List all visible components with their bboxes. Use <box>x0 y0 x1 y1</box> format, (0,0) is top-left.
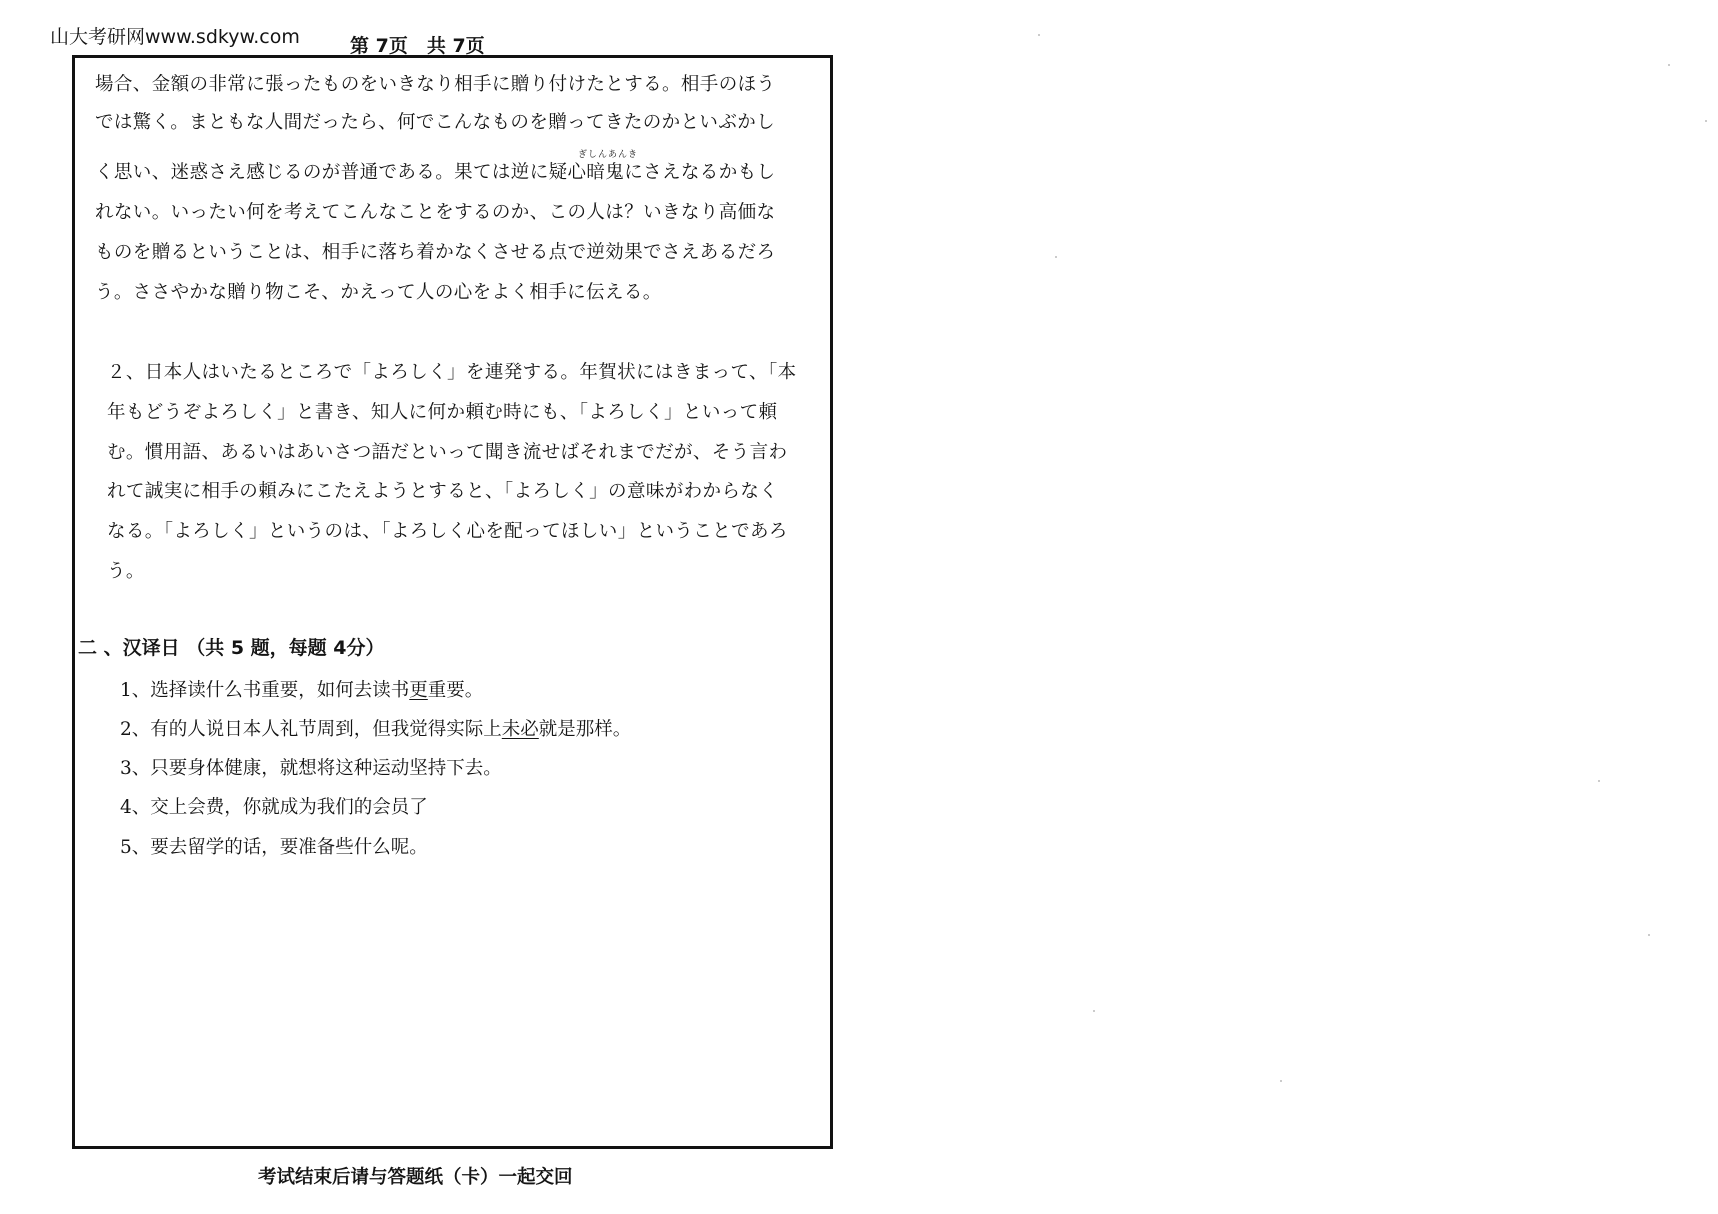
furigana-ruby: ぎしんあんき <box>578 150 639 160</box>
passage1-line: う。ささやかな贈り物こそ、かえって人の心をよく相手に伝える。 <box>95 282 662 303</box>
passage1-line: 場合、金額の非常に張ったものをいきなり相手に贈り付けたとする。相手のほう <box>95 74 776 95</box>
passage2-line: う。 <box>107 561 145 582</box>
passage2-line: ２、日本人はいたるところで「よろしく」を連発する。年賀状にはきまって、「本 <box>107 362 797 383</box>
scan-speck <box>1055 256 1057 258</box>
scan-speck <box>1038 34 1040 36</box>
passage1-line: れない。いったい何を考えてこんなことをするのか、この人は？いきなり高価な <box>95 202 776 223</box>
passage1-line: ものを贈るということは、相手に落ち着かなくさせる点で逆効果でさえあるだろ <box>95 242 776 263</box>
question-item <box>120 793 428 819</box>
passage1-line: く思い、迷惑さえ感じるのが普通である。果ては逆に疑心暗鬼にさえなるかもし <box>95 162 776 183</box>
passage2-line: 年もどうぞよろしく」と書き、知人に何か頼む時にも、「よろしく」といって頼 <box>107 402 778 423</box>
question-item <box>120 676 483 702</box>
passage2-line: れて誠実に相手の頼みにこたえようとすると、「よろしく」の意味がわからなく <box>107 481 779 502</box>
scan-speck <box>1280 1080 1282 1082</box>
scan-speck <box>1093 1010 1095 1012</box>
underlined-word: 更 <box>409 680 428 701</box>
scan-speck <box>1648 934 1650 936</box>
question-text: 3、只要身体健康，就想将这种运动坚持下去。 <box>120 758 502 779</box>
scan-speck <box>1705 120 1707 122</box>
passage2-line: なる。「よろしく」というのは、「よろしく心を配ってほしい」ということであろ <box>107 521 788 542</box>
scan-speck <box>1668 64 1670 66</box>
underlined-word: 未必 <box>501 719 539 740</box>
scan-speck <box>1598 780 1600 782</box>
passage1-line: では驚く。まともな人間だったら、何でこんなものを贈ってきたのかといぶかし <box>95 112 776 133</box>
question-text: 就是那样。 <box>538 719 632 740</box>
question-text: 5、要去留学的话，要准备些什么呢。 <box>120 837 428 858</box>
question-item <box>120 754 502 780</box>
footer-note: 考试结束后请与答题纸（卡）一起交回 <box>258 1167 573 1188</box>
question-text: 1、选择读什么书重要，如何去读书 <box>120 680 410 701</box>
site-header: 山大考研网www.sdkyw.com <box>50 26 300 48</box>
passage2-line: む。慣用語、あるいはあいさつ語だといって聞き流せばそれまでだが、そう言わ <box>107 442 788 463</box>
question-item <box>120 833 428 859</box>
section-title: 二 、汉译日 （共 5 题，每题 4分） <box>78 637 385 659</box>
page-indicator: 第 7页 共 7页 <box>350 35 485 57</box>
question-text: 2、有的人说日本人礼节周到，但我觉得实际上 <box>120 719 502 740</box>
question-text: 4、交上会费，你就成为我们的会员了 <box>120 797 428 818</box>
question-item <box>120 715 631 741</box>
question-text: 重要。 <box>427 680 484 701</box>
